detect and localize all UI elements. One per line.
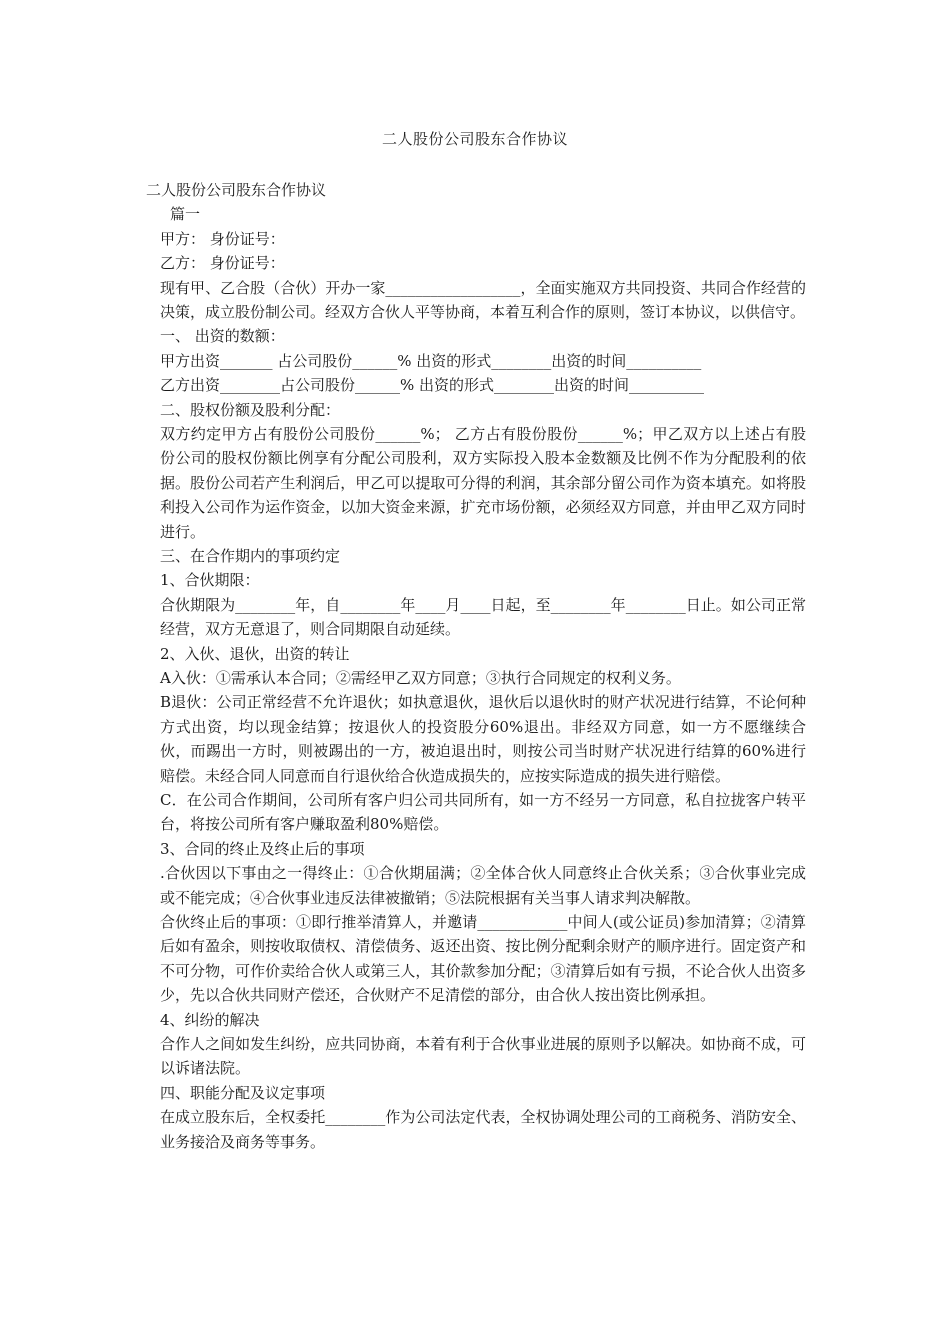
body-paragraph: .合伙因以下事由之一得终止：①合伙期届满；②全体合伙人同意终止合伙关系；③合伙事业完成或不能完成；④合伙事业违反法律被撤销；⑤法院根据有关当事人请求判决解散。 [160, 864, 806, 907]
body-paragraph: B退伙：公司正常经营不允许退伙；如执意退伙，退伙后以退伙时的财产状况进行结算，不论何种方式出资，均以现金结算；按退伙人的投资股分60%退出。非经双方同意，如一方不愿继续合伙，而踢出一方时，则被踢出的一方，被迫退出时，则按公司当时财产状况进行结算的60%进行赔偿。未经合同人同意而自行退伙给合伙造成损失的，应按实际造成的损失进行赔偿。 [160, 693, 806, 785]
body-line: 2、入伙、退伙，出资的转让 [160, 644, 350, 663]
body-line: 二人股份公司股东合作协议 [146, 181, 327, 199]
body-line: A入伙：①需承认本合同；②需经甲乙双方同意；③执行合同规定的权利义务。 [160, 668, 681, 687]
body-line: 乙方： 身份证号： [160, 254, 285, 273]
body-paragraph: 合作人之间如发生纠纷，应共同协商，本着有利于合伙事业进展的原则予以解决。如协商不成，可以诉诸法院。 [160, 1035, 806, 1078]
body-line: 甲方： 身份证号： [160, 229, 285, 248]
body-paragraph: 在成立股东后，全权委托________作为公司法定代表，全权协调处理公司的工商税务、消防安全、业务接洽及商务等事务。 [160, 1108, 806, 1151]
body-line: 乙方出资________占公司股份______% 出资的形式________出资的时间__________ [160, 376, 705, 395]
body-line: 篇一 [170, 205, 201, 224]
document-body [146, 178, 806, 1154]
body-line: 二、股权份额及股利分配： [160, 400, 341, 419]
body-line: 四、职能分配及议定事项 [160, 1083, 326, 1102]
body-line: 三、在合作期内的事项约定 [160, 546, 341, 565]
body-paragraph: 合伙期限为________年，自________年____月____日起，至________年________日止。如公司正常经营，双方无意退了，则合同期限自动延续。 [160, 595, 806, 639]
body-paragraph: 现有甲、乙合股（合伙）开办一家__________________，全面实施双方共同投资、共同合作经营的决策，成立股份制公司。经双方合伙人平等协商，本着互利合作的原则，签订本协议，以供信守。 [160, 278, 806, 321]
body-line: 1、合伙期限： [160, 571, 260, 590]
body-paragraph: 合伙终止后的事项：①即行推举清算人，并邀请____________中间人(或公证员)参加清算；②清算后如有盈余，则按收取债权、清偿债务、返还出资、按比例分配剩余财产的顺序进行。固定资产和不可分物，可作价卖给合伙人或第三人，其价款参加分配；③清算后如有亏损，不论合伙人出资多少，先以合伙共同财产偿还，合伙财产不足清偿的部分，由合伙人按出资比例承担。 [160, 912, 806, 1005]
body-line: 一、 出资的数额： [160, 327, 285, 346]
document-title: 二人股份公司股东合作协议 [381, 130, 568, 148]
body-paragraph: 双方约定甲方占有股份公司股份______%； 乙方占有股份股份______%；甲乙双方以上述占有股份公司的股权份额比例享有分配公司股利，双方实际投入股本金数额及比例不作为分配股利的依据。股份公司若产生利润后，甲乙可以提取可分得的利润，其余部分留公司作为资本填充。如将股利投入公司作为运作资金，以加大资金来源，扩充市场份额，必须经双方同意，并由甲乙双方同时进行。 [160, 424, 806, 541]
body-paragraph: C．在公司合作期间，公司所有客户归公司共同所有，如一方不经另一方同意，私自拉拢客户转平台，将按公司所有客户赚取盈利80%赔偿。 [160, 790, 806, 834]
body-line: 3、合同的终止及终止后的事项 [160, 839, 365, 858]
body-line: 甲方出资_______ 占公司股份______% 出资的形式________出资的时间__________ [160, 351, 702, 370]
body-line: 4、纠纷的解决 [160, 1010, 260, 1029]
